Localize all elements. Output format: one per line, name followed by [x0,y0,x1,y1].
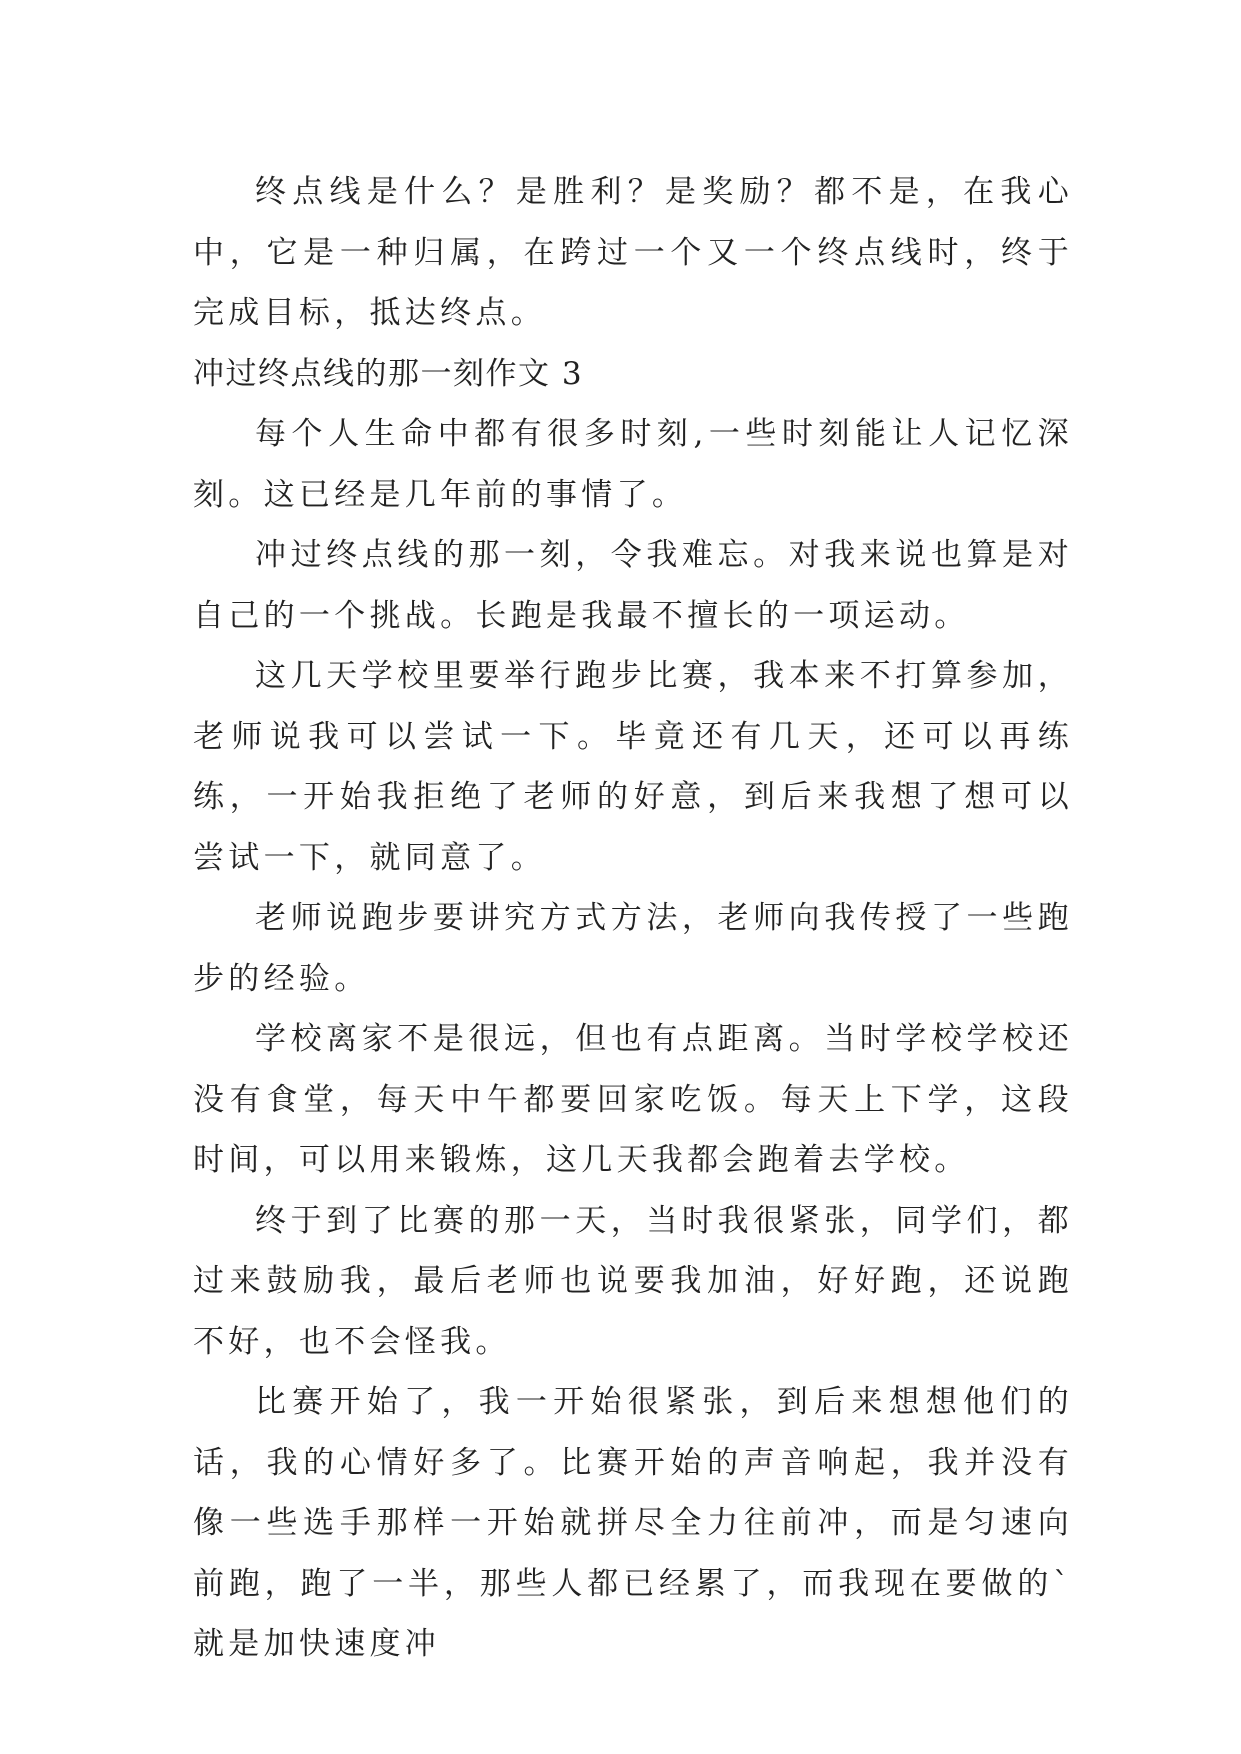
paragraph-training: 学校离家不是很远，但也有点距离。当时学校学校还没有食堂，每天中午都要回家吃饭。每天上下学，这段时间，可以用来锻炼，这几天我都会跑着去学校。 [193,1021,1073,1178]
paragraph-race-day: 终于到了比赛的那一天，当时我很紧张，同学们，都过来鼓励我，最后老师也说要我加油，好好跑，还说跑不好，也不会怪我。 [193,1202,1073,1360]
paragraph-teacher-advice: 老师说跑步要讲究方式方法，老师向我传授了一些跑步的经验。 [193,900,1073,997]
paragraph-race-announcement: 这几天学校里要举行跑步比赛，我本来不打算参加，老师说我可以尝试一下。毕竟还有几天，还可以再练练，一开始我拒绝了老师的好意，到后来我想了想可以尝试一下，就同意了。 [193,658,1073,876]
paragraph-race-start: 比赛开始了，我一开始很紧张，到后来想想他们的话，我的心情好多了。比赛开始的声音响起，我并没有像一些选手那样一开始就拼尽全力往前冲，而是匀速向前跑，跑了一半，那些人都已经累了，而我现在要做的`就是加快速度冲 [193,1384,1073,1662]
document-body [193,162,1073,1675]
paragraph-finish-line-meaning: 终点线是什么？是胜利？是奖励？都不是，在我心中，它是一种归属，在跨过一个又一个终点线时，终于完成目标，抵达终点。 [193,174,1073,331]
paragraph-challenge: 冲过终点线的那一刻，令我难忘。对我来说也算是对自己的一个挑战。长跑是我最不擅长的一项运动。 [193,537,1073,634]
section-title: 冲过终点线的那一刻作文 3 [193,355,584,392]
paragraph-memorable-moments: 每个人生命中都有很多时刻,一些时刻能让人记忆深刻。这已经是几年前的事情了。 [193,416,1073,513]
